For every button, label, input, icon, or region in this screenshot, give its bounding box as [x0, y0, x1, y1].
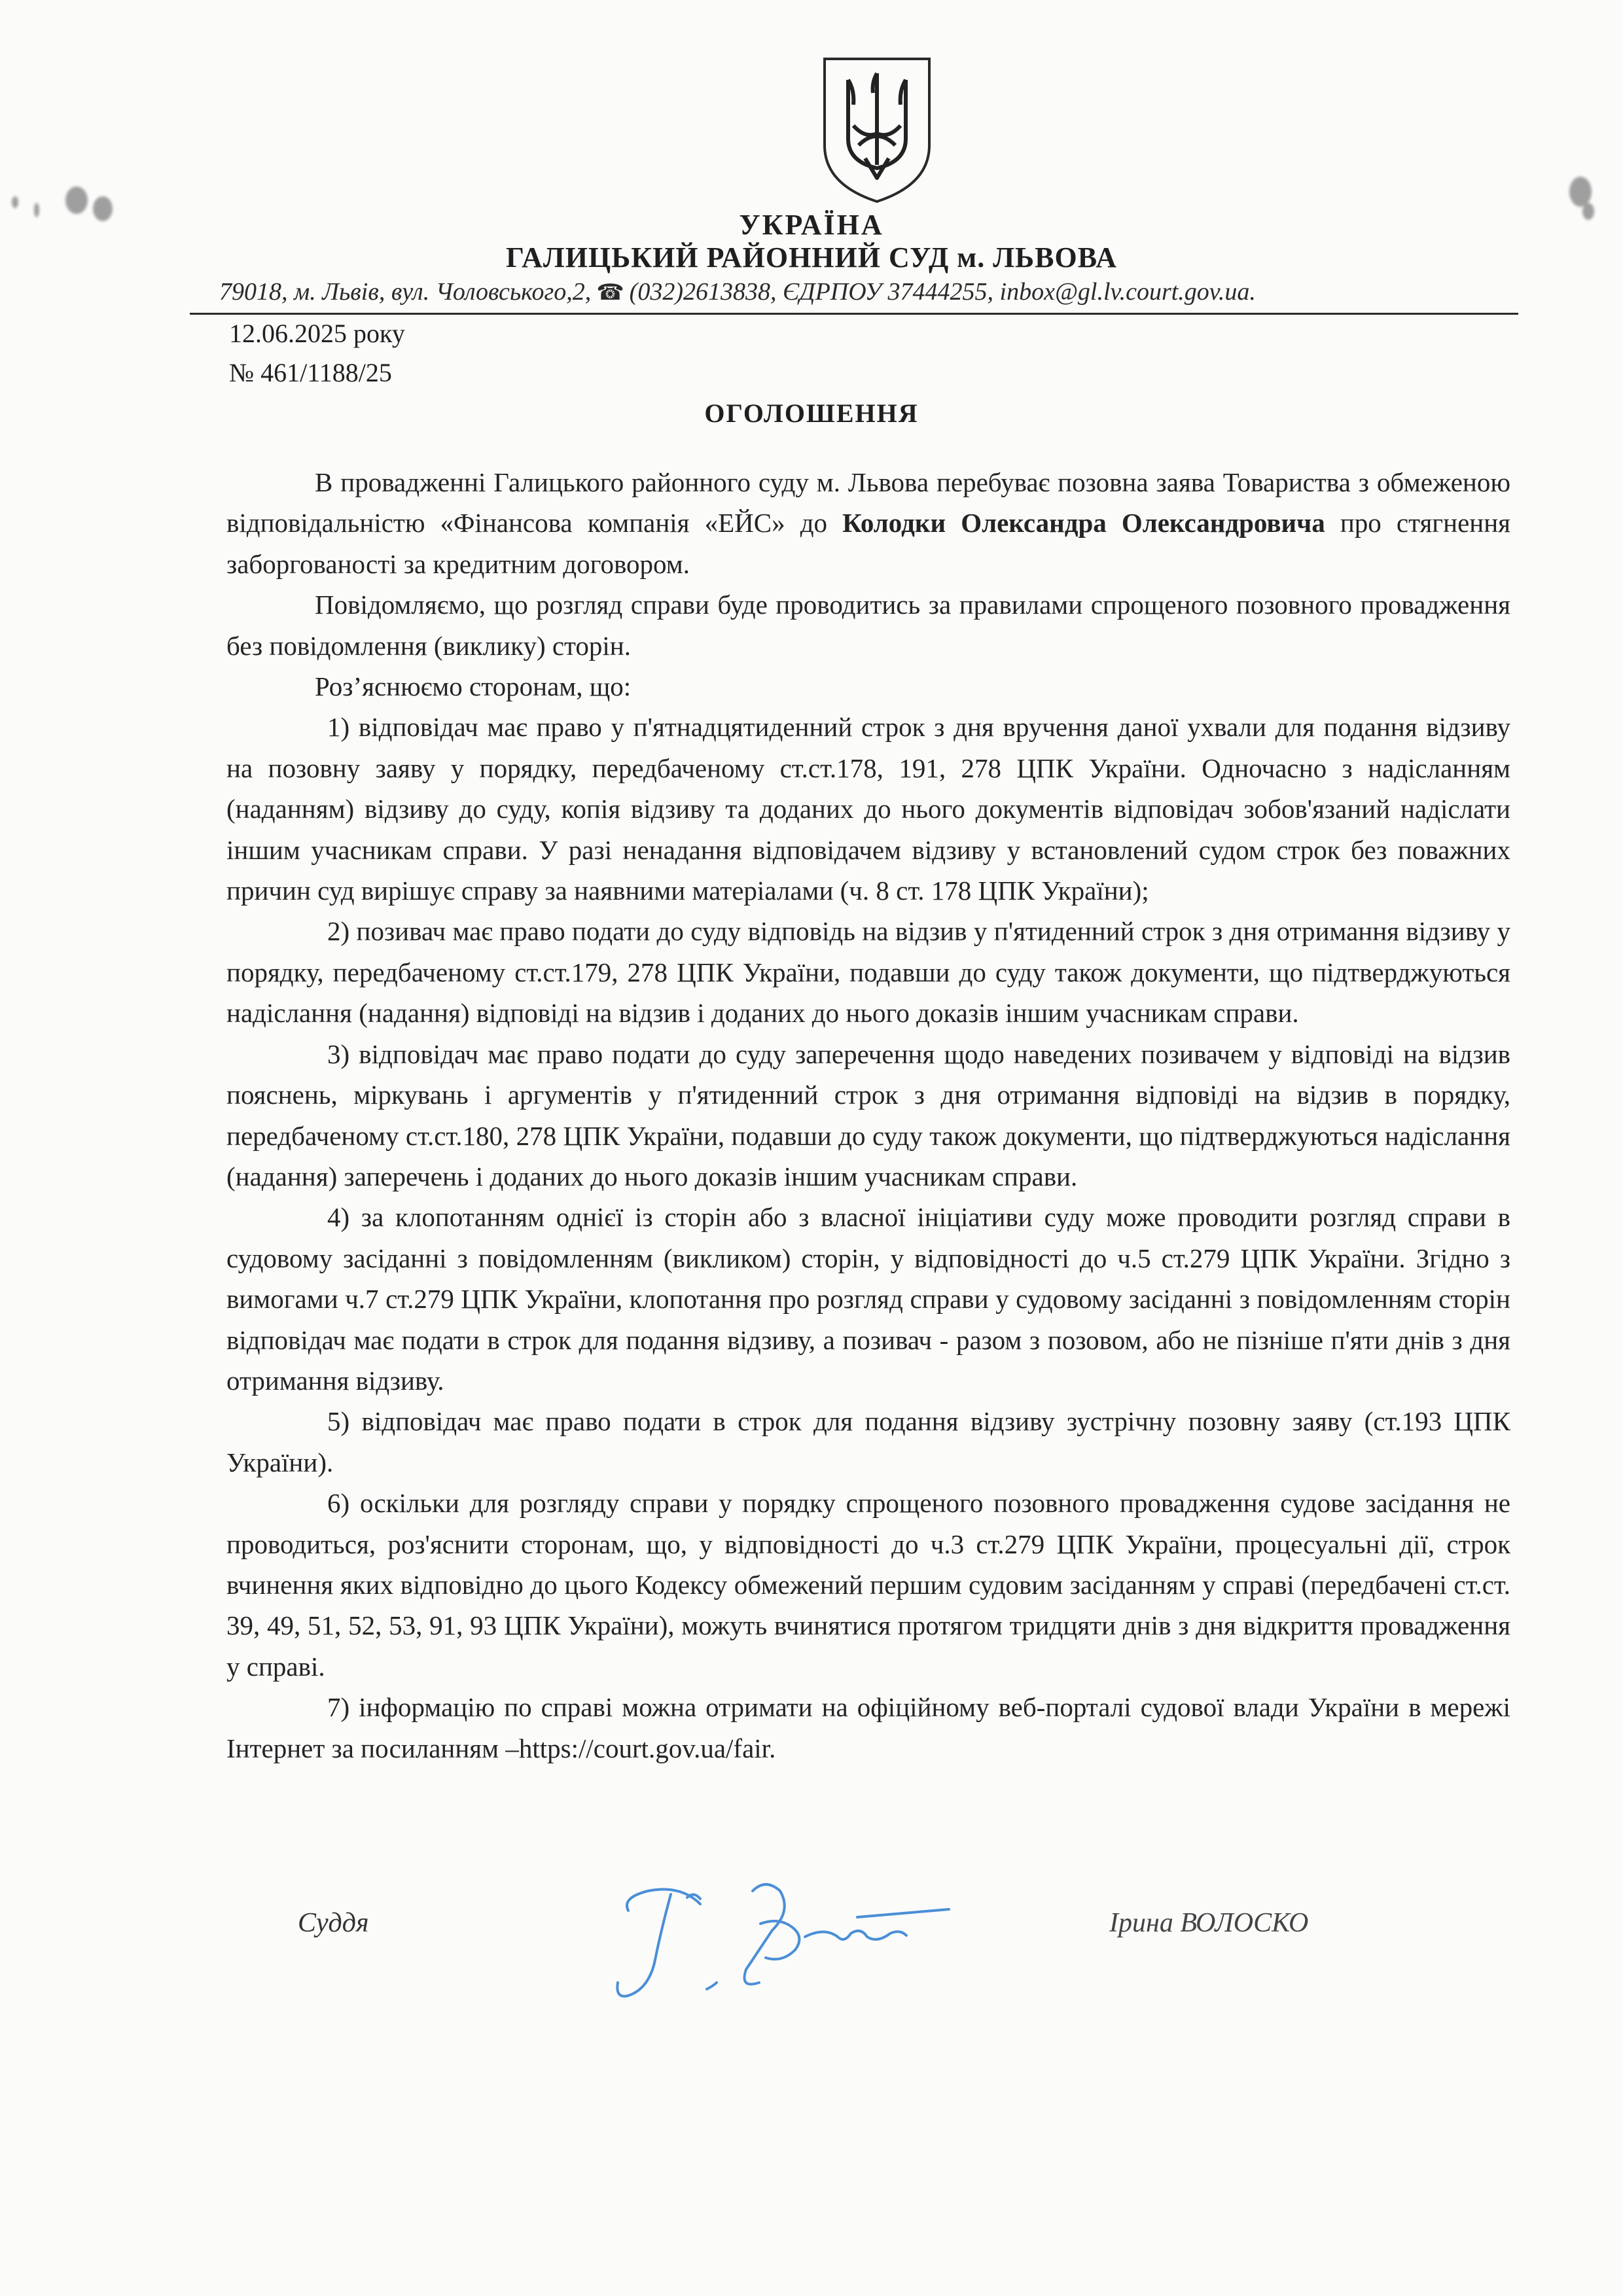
list-item: 6) оскільки для розгляду справи у порядку спрощеного позовного провадження судове засідання не проводиться, роз'яснити сторонам, що, у відповідності до ч.3 ст.279 ЦПК України, процесуальні дії, строк вчинення яких відповідно до цього Кодексу обмежений першим судовим засіданням у справі (передбачені ст.ст. 39, 49, 51, 52, 53, 91, 93 ЦПК України), можуть вчинятися протягом тридцяти днів з дня відкриття провадження у справі.	[226, 1488, 1510, 1682]
list-item: 1) відповідач має право у п'ятнадцятиденний строк з дня вручення даної ухвали для подання відзиву на позовну заяву у порядку, передбаченому ст.ст.178, 191, 278 ЦПК України. Одночасно з надісланням (наданням) відзиву до суду, копія відзиву та доданих до нього документів відповідач зобов'язаний надіслати іншим учасникам справи. У разі ненадання відповідачем відзиву у встановлений судом строк без поважних причин суд вирішує справу за наявними матеріалами (ч. 8 ст. 178 ЦПК України);	[226, 712, 1510, 906]
paragraph: Роз’яснюємо сторонам, що:	[315, 671, 632, 702]
trident-coat-of-arms-icon	[819, 54, 935, 207]
header-divider	[190, 313, 1518, 315]
paragraph-text: В провадженні Галицького районного суду м. Львова перебуває позовна заява Товариства з обмеженою відповідальністю «Фінансова компанія «ЕЙС» до	[226, 467, 1510, 539]
judge-role-label: Суддя	[298, 1908, 369, 1938]
address-text: 79018, м. Львів, вул. Чоловського,2,	[219, 278, 592, 306]
defendant-name: Колодки Олександра Олександровича	[842, 508, 1325, 539]
list-item: 3) відповідач має право подати до суду заперечення щодо наведених позивачем у відповіді на відзив пояснень, міркувань і аргументів у п'ятиденний строк з дня отримання відповіді на відзив в порядку, передбаченому ст.ст.180, 278 ЦПК України, подавши до суду також документи, що підтверджуються надіслання (надання) заперечень і доданих до нього доказів іншим учасникам справи.	[226, 1038, 1510, 1192]
contact-text: (032)2613838, ЄДРПОУ 37444255, inbox@gl.lv.court.gov.ua.	[629, 278, 1256, 306]
paragraph	[226, 462, 1510, 584]
judge-name: Ірина ВОЛОСКО	[1109, 1908, 1309, 1938]
court-address	[219, 277, 1508, 306]
list-item: 4) за клопотанням однієї із сторін або з власної ініціативи суду може проводити розгляд справи в судовому засіданні з повідомленням (викликом) сторін, у відповідності до ч.5 ст.279 ЦПК України. Згідно з вимогами ч.7 ст.279 ЦПК України, клопотання про розгляд справи у судовому засіданні з повідомленням сторін відповідач має подати в строк для подання відзиву, а позивач - разом з позовом, або не пізніше п'яти днів з дня отримання відзиву.	[226, 1202, 1510, 1396]
document-date: 12.06.2025 року	[229, 319, 405, 348]
announcement-body	[226, 462, 1510, 1769]
handwritten-signature-icon	[609, 1871, 962, 2015]
document-title: ОГОЛОШЕННЯ	[704, 398, 919, 428]
country-heading: УКРАЇНА	[739, 209, 884, 241]
court-name: ГАЛИЦЬКИЙ РАЙОННИЙ СУД м. ЛЬВОВА	[505, 241, 1118, 274]
list-item: 2) позивач має право подати до суду відповідь на відзив у п'ятиденний строк з дня отримання відзиву у порядку, передбаченому ст.ст.179, 278 ЦПК України, подавши до суду також документи, що підтверджуються надіслання (надання) відповіді на відзив і доданих до нього доказів іншим учасникам справи.	[226, 916, 1510, 1029]
scan-speck	[12, 196, 18, 208]
list-item: 5) відповідач має право подати в строк для подання відзиву зустрічну позовну заяву (ст.193 ЦПК України).	[226, 1406, 1510, 1477]
list-item: 7) інформацію по справі можна отримати на офіційному веб-порталі судової влади України в мережі Інтернет за посиланням –https://court.gov.ua/fair.	[226, 1692, 1510, 1763]
document-number: № 461/1188/25	[229, 358, 392, 387]
phone-icon: ☎	[596, 281, 624, 305]
paragraph-text: про стягнення заборгованості за кредитним договором.	[226, 508, 1511, 579]
paragraph: Повідомляємо, що розгляд справи буде проводитись за правилами спрощеного позовного провадження без повідомлення (виклику) сторін.	[226, 590, 1510, 661]
